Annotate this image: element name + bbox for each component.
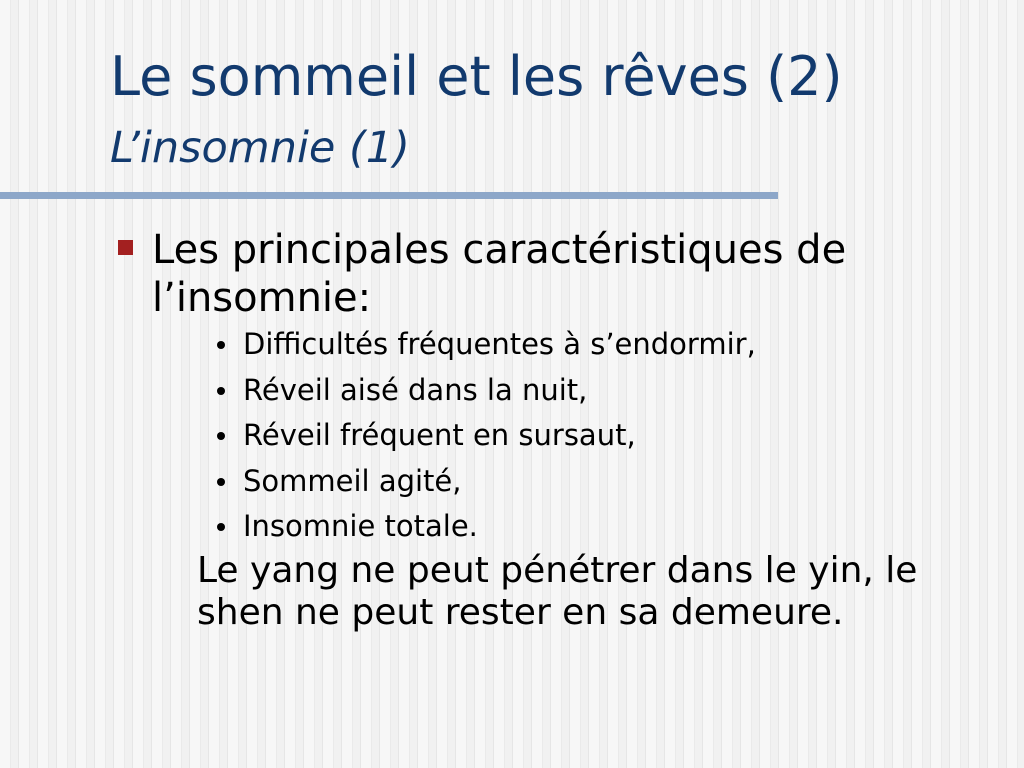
sub-bullet-text: Réveil aisé dans la nuit, — [243, 372, 588, 407]
round-bullet-icon — [217, 341, 225, 349]
round-bullet-icon — [217, 432, 225, 440]
title-divider — [0, 192, 778, 199]
round-bullet-icon — [217, 478, 225, 486]
round-bullet-icon — [217, 523, 225, 531]
note-text: Le yang ne peut pénétrer dans le yin, le shen ne peut rester en sa demeure. — [197, 550, 918, 633]
sub-bullet-text: Réveil fréquent en sursaut, — [243, 418, 636, 452]
round-bullet-icon — [217, 387, 225, 395]
sub-bullet-text: Difficultés fréquentes à s’endormir, — [243, 327, 756, 361]
sub-bullet-text: Insomnie totale. — [243, 509, 478, 543]
square-bullet-icon — [118, 240, 133, 255]
sub-bullet-text: Sommeil agité, — [243, 463, 462, 498]
main-bullet-text: Les principales caractéristiques de l’insomnie: — [152, 227, 847, 321]
slide-title: Le sommeil et les rêves (2) — [110, 45, 843, 108]
slide-subtitle: L’insomnie (1) — [110, 123, 410, 173]
